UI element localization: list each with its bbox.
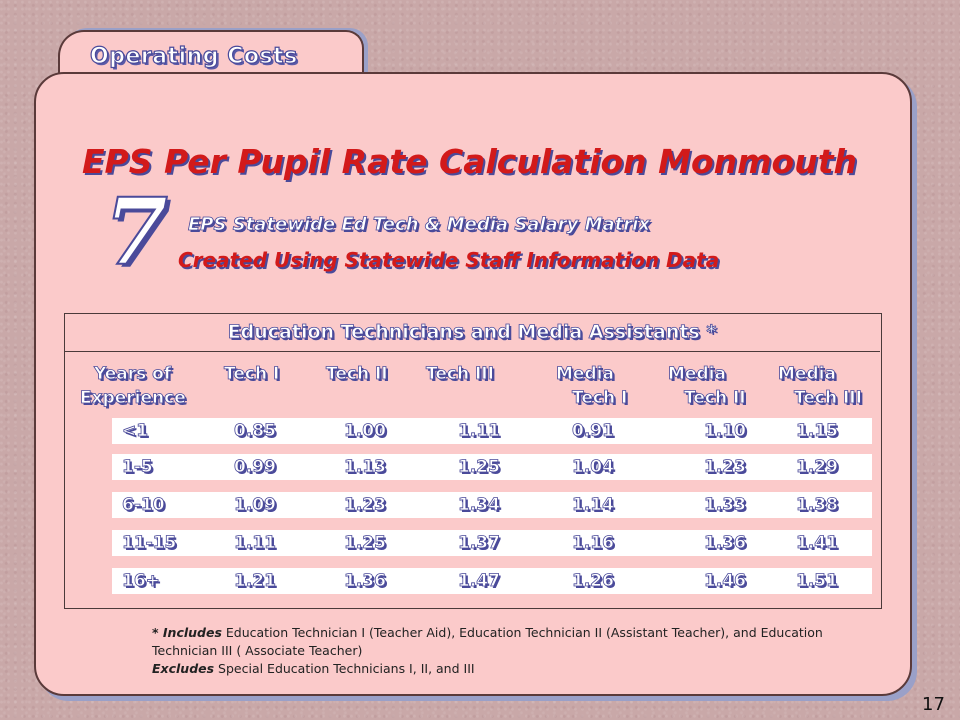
table-cell: 1.10 <box>704 421 746 441</box>
table-cell: 1.51 <box>796 571 838 591</box>
row-label: 6-10 <box>122 495 165 515</box>
column-header-line1: Tech I <box>224 364 280 384</box>
table-cell: 1.26 <box>572 571 614 591</box>
table-cell: 1.46 <box>704 571 746 591</box>
page-number: 17 <box>922 694 945 715</box>
footnote-excludes-label: Excludes <box>152 661 215 676</box>
table-cell: 1.25 <box>458 457 500 477</box>
table-cell: 1.11 <box>234 533 276 553</box>
table-header: Education Technicians and Media Assistants * <box>64 313 880 352</box>
step-number: 7 <box>104 178 169 286</box>
row-label: 16+ <box>122 571 160 591</box>
column-header-line1: Years of <box>94 364 172 384</box>
table-cell: 1.33 <box>704 495 746 515</box>
footnote-includes-label: * Includes <box>152 625 222 640</box>
subtitle-matrix: EPS Statewide Ed Tech & Media Salary Matrix <box>188 214 650 235</box>
column-header-line2: Experience <box>80 388 186 408</box>
table-cell: 1.11 <box>458 421 500 441</box>
table-cell: 0.91 <box>572 421 614 441</box>
column-header-line2: Tech II <box>684 388 746 408</box>
column-header-line2: Tech III <box>794 388 862 408</box>
column-header-line1: Media <box>778 364 836 384</box>
row-label: <1 <box>122 421 149 441</box>
table-cell: 1.47 <box>458 571 500 591</box>
table-cell: 1.14 <box>572 495 614 515</box>
footnote <box>152 624 892 678</box>
tab-title: Operating Costs <box>90 44 298 69</box>
table-cell: 1.04 <box>572 457 614 477</box>
table-cell: 1.41 <box>796 533 838 553</box>
table-cell: 1.36 <box>344 571 386 591</box>
column-header-line1: Tech III <box>426 364 494 384</box>
table-cell: 1.23 <box>344 495 386 515</box>
table-cell: 1.16 <box>572 533 614 553</box>
table-cell: 1.25 <box>344 533 386 553</box>
column-header-line1: Media <box>668 364 726 384</box>
table-cell: 1.34 <box>458 495 500 515</box>
column-header <box>556 362 627 410</box>
table-cell: 1.37 <box>458 533 500 553</box>
table-cell: 0.85 <box>234 421 276 441</box>
row-label: 1-5 <box>122 457 153 477</box>
subtitle-source: Created Using Statewide Staff Information Data <box>178 248 720 272</box>
table-cell: 1.23 <box>704 457 746 477</box>
column-header-line2: Tech I <box>572 388 628 408</box>
table-cell: 1.15 <box>796 421 838 441</box>
footnote-excludes-text: Special Education Technicians I, II, and III <box>214 661 475 676</box>
column-header-line1: Tech II <box>326 364 388 384</box>
column-header <box>80 362 186 410</box>
column-header <box>668 362 746 410</box>
column-header <box>326 362 388 386</box>
column-header <box>778 362 862 410</box>
table-cell: 1.00 <box>344 421 386 441</box>
row-label: 11-15 <box>122 533 177 553</box>
column-header <box>224 362 279 386</box>
table-cell: 1.29 <box>796 457 838 477</box>
page-title: EPS Per Pupil Rate Calculation Monmouth <box>82 142 857 181</box>
table-cell: 1.13 <box>344 457 386 477</box>
table-cell: 1.09 <box>234 495 276 515</box>
table-cell: 0.99 <box>234 457 276 477</box>
table-cell: 1.38 <box>796 495 838 515</box>
table-cell: 1.21 <box>234 571 276 591</box>
footnote-includes-text: Education Technician I (Teacher Aid), Education Technician II (Assistant Teacher), and Education Technician III ( Associate Teacher) <box>152 625 823 658</box>
table-cell: 1.36 <box>704 533 746 553</box>
column-header-line1: Media <box>556 364 614 384</box>
column-header <box>426 362 494 386</box>
